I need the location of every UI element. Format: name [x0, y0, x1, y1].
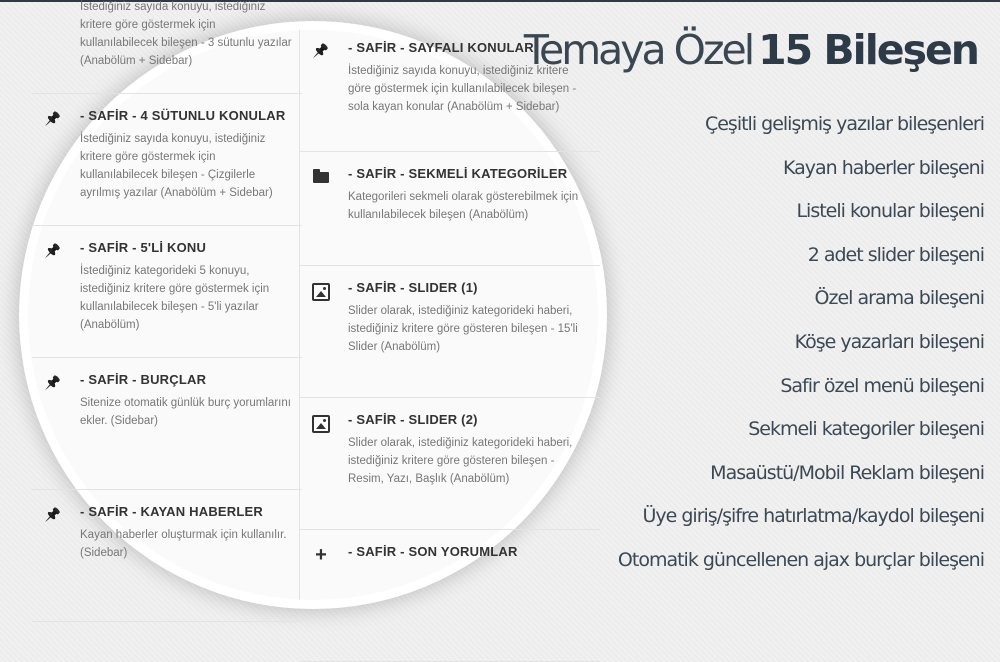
feature-item: Sekmeli kategoriler bileşeni: [748, 418, 984, 441]
pin-icon: 📌: [44, 375, 62, 390]
folder-icon: [313, 172, 329, 183]
feature-item: Üye giriş/şifre hatırlatma/kaydol bileşeni: [642, 505, 984, 528]
feature-item: Özel arama bileşeni: [814, 287, 984, 310]
image-icon: [312, 283, 330, 301]
pin-icon: 📌: [44, 111, 62, 126]
widget-item[interactable]: [32, 0, 302, 94]
feature-item: Köşe yazarları bileşeni: [794, 330, 984, 353]
headline-bold: 15 Bileşen: [758, 26, 978, 74]
widget-item[interactable]: [32, 226, 302, 358]
widget-item[interactable]: [300, 152, 600, 266]
widget-title: - SAFİR - SLIDER (2): [348, 412, 478, 427]
feature-item: Çeşitli gelişmiş yazılar bileşenleri: [704, 113, 984, 135]
widget-description: Sitenize otomatik günlük burç yorumlarını ekler. (Sidebar): [80, 397, 291, 427]
widget-description: İstediğiniz sayıda konuyu, istediğiniz kritere göre göstermek için kullanılabilecek bileşen - 3 sütunlu yazılar (Anabölüm + Sidebar): [80, 1, 292, 67]
widget-item[interactable]: [32, 358, 302, 490]
widget-title: - SAFİR - SON YORUMLAR: [348, 544, 518, 559]
widget-title: - SAFİR - BURÇLAR: [80, 372, 207, 387]
widget-description: İstediğiniz sayıda konuyu, istediğiniz kritere göre göstermek için kullanılabilecek bileşen - Çizgilerle ayrılmış yazılar (Anabölüm + Sidebar): [80, 133, 273, 199]
widget-item[interactable]: [32, 490, 302, 622]
feature-item: 2 adet slider bileşeni: [807, 243, 984, 266]
widget-title: - SAFİR - SLIDER (1): [348, 280, 478, 295]
pin-icon: 📌: [44, 507, 62, 522]
feature-item: Kayan haberler bileşeni: [782, 156, 984, 179]
widget-item[interactable]: [300, 530, 600, 662]
widget-column-left: [32, 1, 302, 622]
magnifier-lens: [28, 1, 598, 600]
widget-description: İstediğiniz sayıda konuyu, istediğiniz kritere göre göstermek için kullanılabilecek bileşen - sola kayan konular (Anabölüm + Sidebar): [348, 65, 577, 113]
plus-icon: +: [315, 544, 327, 566]
widget-description: İstediğiniz kategorideki 5 konuyu, istediğiniz kritere göre göstermek için kullanılabilecek bileşen - 5'li yazılar (Anabölüm): [80, 265, 270, 331]
pin-icon: 📌: [44, 243, 62, 258]
widget-title: - SAFİR - 4 SÜTUNLU KONULAR: [80, 108, 286, 123]
feature-item: Otomatik güncellenen ajax burçlar bileşeni: [617, 548, 984, 571]
feature-item: Listeli konular bileşeni: [796, 200, 984, 223]
widget-description: Slider olarak, istediğiniz kategorideki haberi, istediğiniz kritere göre gösteren bileşen - 15'li Slider (Anabölüm): [348, 305, 578, 353]
widget-description: Kayan haberler oluşturmak için kullanılır. (Sidebar): [80, 529, 287, 559]
widget-title: - SAFİR - 5'Lİ KONU: [80, 240, 207, 255]
widget-item[interactable]: [300, 266, 600, 398]
feature-item: Masaüstü/Mobil Reklam bileşeni: [710, 461, 984, 484]
pin-icon: 📌: [312, 43, 330, 58]
feature-item: Safir özel menü bileşeni: [780, 374, 984, 397]
widget-item[interactable]: [300, 398, 600, 530]
widget-title: - SAFİR - SEKMELİ KATEGORİLER: [348, 166, 568, 181]
widget-description: Slider olarak, istediğiniz kategorideki haberi, istediğiniz kritere göre gösteren bileşen - Resim, Yazı, Başlık (Anabölüm): [348, 437, 573, 485]
widget-title: - SAFİR - SAYFALI KONULAR: [348, 40, 534, 55]
feature-list: [618, 108, 984, 588]
widget-column-right: [300, 20, 600, 662]
image-icon: [312, 415, 330, 433]
headline: [524, 26, 978, 74]
headline-light: Temaya Özel: [523, 26, 753, 74]
widget-item[interactable]: [32, 94, 302, 226]
widget-description: Kategorileri sekmeli olarak gösterebilmek için kullanılabilecek bileşen (Anabölüm): [348, 191, 579, 221]
widget-title: - SAFİR - KAYAN HABERLER: [80, 504, 263, 519]
